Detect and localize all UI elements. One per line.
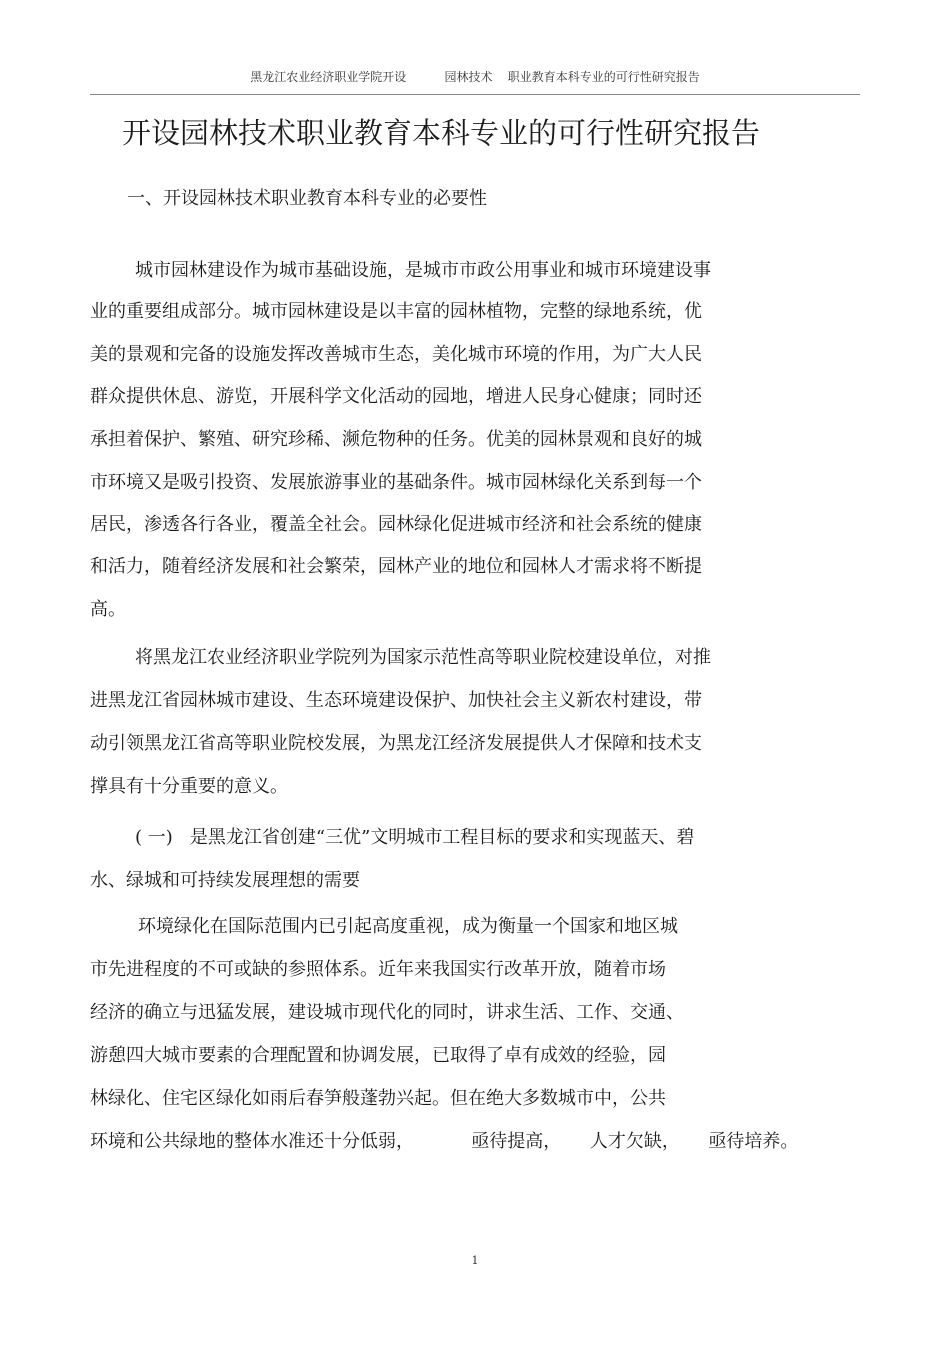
paragraph-line: 城市园林建设作为城市基础设施，是城市市政公用事业和城市环境建设事: [135, 260, 711, 281]
paragraph-line: 市先进程度的不可或缺的参照体系。近年来我国实行改革开放，随着市场: [90, 959, 666, 980]
paragraph-line: ( 一) 是黑龙江省创建“三优”文明城市工程目标的要求和实现蓝天、碧: [135, 827, 695, 848]
paragraph-line: 群众提供休息、游览，开展科学文化活动的园地，增进人民身心健康；同时还: [90, 386, 702, 407]
paragraph-line: 游憩四大城市要素的合理配置和协调发展，已取得了卓有成效的经验，园: [90, 1045, 666, 1066]
paragraph-line: 林绿化、住宅区绿化如雨后春笋般蓬勃兴起。但在绝大多数城市中，公共: [90, 1088, 666, 1109]
header-rule: [90, 94, 860, 95]
running-header: 黑龙江农业经济职业学院开设 园林技术 职业教育本科专业的可行性研究报告: [250, 70, 700, 84]
section-heading: 一、开设园林技术职业教育本科专业的必要性: [127, 188, 487, 209]
document-title: 开设园林技术职业教育本科专业的可行性研究报告: [122, 116, 761, 150]
paragraph-line: 居民，渗透各行各业，覆盖全社会。园林绿化促进城市经济和社会系统的健康: [90, 514, 702, 535]
page-number: 1: [471, 1254, 479, 1267]
paragraph-line: 高。: [90, 599, 126, 620]
paragraph-line: 和活力，随着经济发展和社会繁荣，园林产业的地位和园林人才需求将不断提: [90, 556, 702, 577]
paragraph-line: 经济的确立与迅猛发展，建设城市现代化的同时，讲求生活、工作、交通、: [90, 1002, 684, 1023]
paragraph-line: 承担着保护、繁殖、研究珍稀、濒危物种的任务。优美的园林景观和良好的城: [90, 429, 702, 450]
paragraph-line: 环境和公共绿地的整体水准还十分低弱， 亟待提高， 人才欠缺， 亟待培养。: [90, 1131, 799, 1152]
paragraph-line: 水、绿城和可持续发展理想的需要: [90, 870, 360, 891]
paragraph-line: 进黑龙江省园林城市建设、生态环境建设保护、加快社会主义新农村建设，带: [90, 690, 702, 711]
paragraph-line: 业的重要组成部分。城市园林建设是以丰富的园林植物，完整的绿地系统，优: [90, 301, 702, 322]
paragraph-line: 环境绿化在国际范围内已引起高度重视，成为衡量一个国家和地区城: [138, 916, 678, 937]
paragraph-line: 市环境又是吸引投资、发展旅游事业的基础条件。城市园林绿化关系到每一个: [90, 472, 702, 493]
paragraph-line: 撑具有十分重要的意义。: [90, 776, 288, 797]
paragraph-line: 美的景观和完备的设施发挥改善城市生态，美化城市环境的作用，为广大人民: [90, 344, 702, 365]
paragraph-line: 将黑龙江农业经济职业学院列为国家示范性高等职业院校建设单位，对推: [135, 647, 711, 668]
paragraph-line: 动引领黑龙江省高等职业院校发展，为黑龙江经济发展提供人才保障和技术支: [90, 733, 702, 754]
